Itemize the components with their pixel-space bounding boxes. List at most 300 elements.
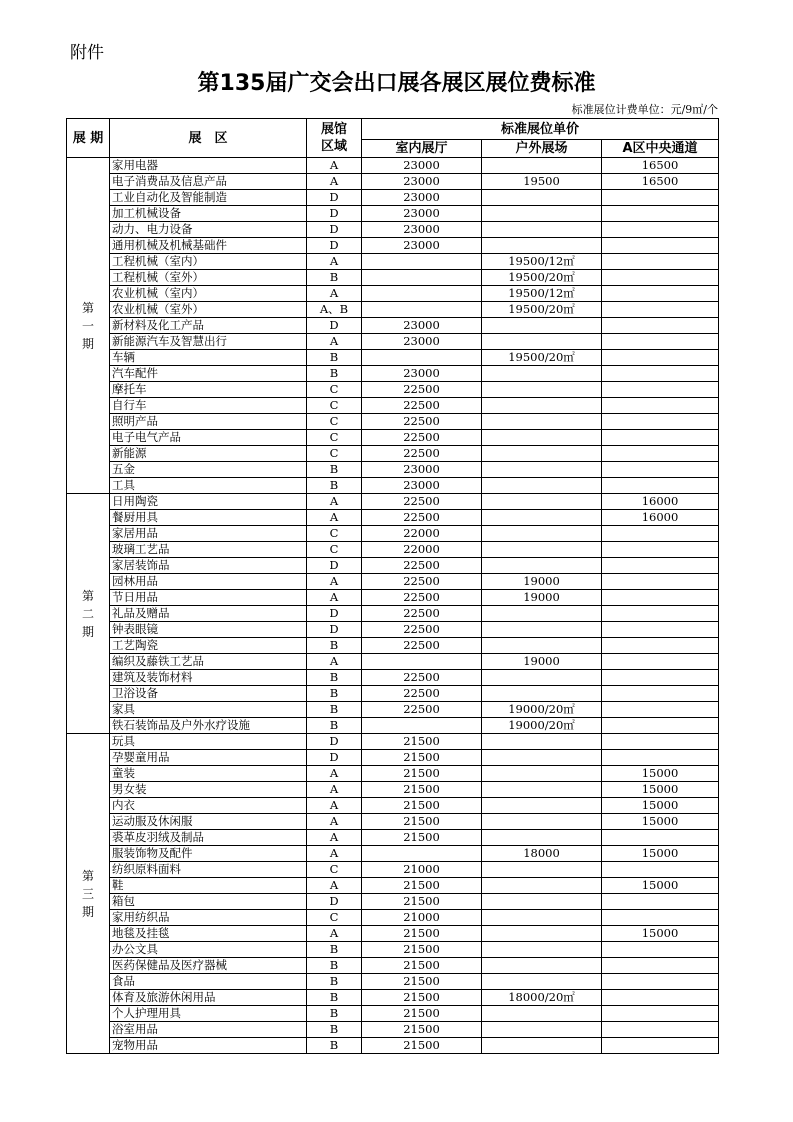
table-row [67, 686, 719, 702]
zone-cell: A [307, 158, 362, 174]
central-aisle-price-cell [602, 270, 719, 286]
zone-cell: A [307, 510, 362, 526]
outdoor-price-cell: 19500/20㎡ [482, 270, 602, 286]
outdoor-price-cell [482, 814, 602, 830]
outdoor-price-cell [482, 926, 602, 942]
table-row [67, 878, 719, 894]
table-row [67, 302, 719, 318]
zone-cell: C [307, 382, 362, 398]
exhibit-cell: 五金 [110, 462, 307, 478]
zone-cell: C [307, 398, 362, 414]
table-row [67, 654, 719, 670]
central-aisle-price-cell [602, 750, 719, 766]
outdoor-price-cell: 19000 [482, 590, 602, 606]
exhibit-cell: 家居装饰品 [110, 558, 307, 574]
exhibit-cell: 童装 [110, 766, 307, 782]
indoor-price-cell: 21500 [362, 782, 482, 798]
exhibit-cell: 内衣 [110, 798, 307, 814]
table-row [67, 318, 719, 334]
zone-cell: A [307, 782, 362, 798]
exhibit-cell: 工程机械（室外） [110, 270, 307, 286]
indoor-price-cell: 22500 [362, 590, 482, 606]
central-aisle-price-cell [602, 670, 719, 686]
outdoor-price-cell [482, 862, 602, 878]
table-row [67, 510, 719, 526]
indoor-price-cell [362, 654, 482, 670]
zone-cell: D [307, 206, 362, 222]
central-aisle-price-cell [602, 574, 719, 590]
zone-cell: A [307, 286, 362, 302]
zone-cell: B [307, 270, 362, 286]
indoor-price-cell: 23000 [362, 366, 482, 382]
central-aisle-price-cell [602, 622, 719, 638]
table-row [67, 542, 719, 558]
zone-cell: C [307, 542, 362, 558]
zone-cell: A [307, 878, 362, 894]
table-row [67, 254, 719, 270]
table-row [67, 750, 719, 766]
zone-cell: B [307, 350, 362, 366]
table-row [67, 862, 719, 878]
outdoor-price-cell [482, 430, 602, 446]
outdoor-price-cell [482, 526, 602, 542]
fee-table [66, 118, 719, 1054]
table-row [67, 606, 719, 622]
period-label: 第 一 期 [67, 158, 110, 494]
indoor-price-cell: 23000 [362, 158, 482, 174]
table-row [67, 414, 719, 430]
exhibit-cell: 新材料及化工产品 [110, 318, 307, 334]
indoor-price-cell [362, 846, 482, 862]
outdoor-price-cell [482, 1006, 602, 1022]
indoor-price-cell: 22500 [362, 622, 482, 638]
exhibit-cell: 自行车 [110, 398, 307, 414]
zone-cell: B [307, 686, 362, 702]
exhibit-cell: 电子电气产品 [110, 430, 307, 446]
outdoor-price-cell: 19000/20㎡ [482, 718, 602, 734]
central-aisle-price-cell [602, 942, 719, 958]
table-row [67, 718, 719, 734]
exhibit-cell: 纺织原料面料 [110, 862, 307, 878]
central-aisle-price-cell [602, 286, 719, 302]
exhibit-cell: 地毯及挂毯 [110, 926, 307, 942]
table-row [67, 766, 719, 782]
central-aisle-price-cell [602, 478, 719, 494]
indoor-price-cell: 23000 [362, 462, 482, 478]
outdoor-price-cell [482, 974, 602, 990]
exhibit-cell: 食品 [110, 974, 307, 990]
outdoor-price-cell: 19500/20㎡ [482, 350, 602, 366]
header-period: 展 期 [67, 119, 110, 158]
table-row [67, 158, 719, 174]
indoor-price-cell: 21500 [362, 926, 482, 942]
outdoor-price-cell [482, 670, 602, 686]
table-row [67, 894, 719, 910]
exhibit-cell: 服装饰物及配件 [110, 846, 307, 862]
outdoor-price-cell [482, 446, 602, 462]
zone-cell: D [307, 558, 362, 574]
period-label: 第 二 期 [67, 494, 110, 734]
indoor-price-cell: 22500 [362, 430, 482, 446]
exhibit-cell: 体育及旅游休闲用品 [110, 990, 307, 1006]
central-aisle-price-cell [602, 686, 719, 702]
outdoor-price-cell [482, 206, 602, 222]
central-aisle-price-cell: 16000 [602, 510, 719, 526]
exhibit-cell: 裘革皮羽绒及制品 [110, 830, 307, 846]
exhibit-cell: 建筑及装饰材料 [110, 670, 307, 686]
table-row [67, 286, 719, 302]
exhibit-cell: 加工机械设备 [110, 206, 307, 222]
indoor-price-cell: 22500 [362, 558, 482, 574]
indoor-price-cell [362, 286, 482, 302]
central-aisle-price-cell [602, 238, 719, 254]
table-row [67, 734, 719, 750]
exhibit-cell: 新能源 [110, 446, 307, 462]
zone-cell: D [307, 750, 362, 766]
exhibit-cell: 家居用品 [110, 526, 307, 542]
indoor-price-cell: 22500 [362, 494, 482, 510]
central-aisle-price-cell [602, 430, 719, 446]
indoor-price-cell [362, 302, 482, 318]
central-aisle-price-cell: 15000 [602, 766, 719, 782]
outdoor-price-cell [482, 382, 602, 398]
exhibit-cell: 铁石装饰品及户外水疗设施 [110, 718, 307, 734]
outdoor-price-cell [482, 942, 602, 958]
zone-cell: C [307, 414, 362, 430]
zone-cell: D [307, 622, 362, 638]
exhibit-cell: 家用电器 [110, 158, 307, 174]
indoor-price-cell: 22500 [362, 510, 482, 526]
outdoor-price-cell [482, 766, 602, 782]
central-aisle-price-cell [602, 1022, 719, 1038]
indoor-price-cell: 22500 [362, 414, 482, 430]
central-aisle-price-cell [602, 1006, 719, 1022]
table-row [67, 1022, 719, 1038]
central-aisle-price-cell: 15000 [602, 798, 719, 814]
zone-cell: A [307, 766, 362, 782]
outdoor-price-cell [482, 158, 602, 174]
indoor-price-cell: 21500 [362, 798, 482, 814]
exhibit-cell: 餐厨用具 [110, 510, 307, 526]
zone-cell: A [307, 494, 362, 510]
zone-cell: B [307, 974, 362, 990]
exhibit-cell: 通用机械及机械基础件 [110, 238, 307, 254]
table-body [67, 158, 719, 1054]
table-row [67, 350, 719, 366]
indoor-price-cell: 22500 [362, 702, 482, 718]
exhibit-cell: 电子消费品及信息产品 [110, 174, 307, 190]
table-row [67, 798, 719, 814]
zone-cell: D [307, 318, 362, 334]
central-aisle-price-cell [602, 606, 719, 622]
zone-cell: B [307, 670, 362, 686]
indoor-price-cell: 21000 [362, 910, 482, 926]
central-aisle-price-cell [602, 462, 719, 478]
table-row [67, 478, 719, 494]
table-row [67, 622, 719, 638]
table-row [67, 990, 719, 1006]
exhibit-cell: 工业自动化及智能制造 [110, 190, 307, 206]
table-row [67, 366, 719, 382]
zone-cell: B [307, 366, 362, 382]
central-aisle-price-cell [602, 446, 719, 462]
period-label: 第 三 期 [67, 734, 110, 1054]
central-aisle-price-cell [602, 350, 719, 366]
outdoor-price-cell [482, 910, 602, 926]
outdoor-price-cell [482, 750, 602, 766]
table-row [67, 526, 719, 542]
table-row [67, 334, 719, 350]
zone-cell: D [307, 734, 362, 750]
zone-cell: B [307, 990, 362, 1006]
indoor-price-cell: 23000 [362, 478, 482, 494]
outdoor-price-cell [482, 782, 602, 798]
outdoor-price-cell [482, 894, 602, 910]
outdoor-price-cell: 19000 [482, 574, 602, 590]
indoor-price-cell: 22500 [362, 382, 482, 398]
outdoor-price-cell: 19500 [482, 174, 602, 190]
indoor-price-cell: 21500 [362, 830, 482, 846]
central-aisle-price-cell [602, 910, 719, 926]
exhibit-cell: 农业机械（室外） [110, 302, 307, 318]
indoor-price-cell: 21500 [362, 894, 482, 910]
zone-cell: C [307, 446, 362, 462]
zone-cell: B [307, 1022, 362, 1038]
central-aisle-price-cell [602, 206, 719, 222]
outdoor-price-cell: 19000 [482, 654, 602, 670]
indoor-price-cell: 23000 [362, 174, 482, 190]
zone-cell: A [307, 830, 362, 846]
indoor-price-cell: 21500 [362, 766, 482, 782]
exhibit-cell: 孕婴童用品 [110, 750, 307, 766]
table-row [67, 462, 719, 478]
exhibit-cell: 节日用品 [110, 590, 307, 606]
zone-cell: A [307, 654, 362, 670]
table-row [67, 174, 719, 190]
indoor-price-cell: 21500 [362, 734, 482, 750]
table-row [67, 702, 719, 718]
indoor-price-cell: 21500 [362, 878, 482, 894]
central-aisle-price-cell [602, 974, 719, 990]
indoor-price-cell [362, 270, 482, 286]
central-aisle-price-cell [602, 734, 719, 750]
central-aisle-price-cell [602, 302, 719, 318]
exhibit-cell: 工艺陶瓷 [110, 638, 307, 654]
zone-cell: C [307, 910, 362, 926]
outdoor-price-cell [482, 414, 602, 430]
zone-cell: A [307, 334, 362, 350]
exhibit-cell: 工程机械（室内） [110, 254, 307, 270]
exhibit-cell: 动力、电力设备 [110, 222, 307, 238]
table-row [67, 958, 719, 974]
zone-cell: D [307, 190, 362, 206]
outdoor-price-cell [482, 606, 602, 622]
header-hall-zone: 展馆 区域 [307, 119, 362, 158]
outdoor-price-cell [482, 462, 602, 478]
central-aisle-price-cell [602, 542, 719, 558]
indoor-price-cell: 22500 [362, 606, 482, 622]
central-aisle-price-cell [602, 958, 719, 974]
indoor-price-cell: 22500 [362, 398, 482, 414]
unit-note: 标准展位计费单位：元/9㎡/个 [571, 103, 718, 116]
exhibit-cell: 工具 [110, 478, 307, 494]
outdoor-price-cell [482, 638, 602, 654]
outdoor-price-cell [482, 1022, 602, 1038]
indoor-price-cell: 22500 [362, 670, 482, 686]
zone-cell: D [307, 238, 362, 254]
central-aisle-price-cell [602, 894, 719, 910]
central-aisle-price-cell [602, 990, 719, 1006]
zone-cell: A [307, 574, 362, 590]
outdoor-price-cell [482, 222, 602, 238]
outdoor-price-cell: 19500/20㎡ [482, 302, 602, 318]
exhibit-cell: 摩托车 [110, 382, 307, 398]
table-row [67, 974, 719, 990]
table-row [67, 270, 719, 286]
indoor-price-cell: 21500 [362, 974, 482, 990]
zone-cell: B [307, 958, 362, 974]
zone-cell: B [307, 702, 362, 718]
central-aisle-price-cell: 16500 [602, 158, 719, 174]
indoor-price-cell: 22500 [362, 446, 482, 462]
zone-cell: A [307, 814, 362, 830]
outdoor-price-cell [482, 622, 602, 638]
indoor-price-cell: 21500 [362, 814, 482, 830]
exhibit-cell: 箱包 [110, 894, 307, 910]
central-aisle-price-cell: 15000 [602, 846, 719, 862]
indoor-price-cell: 23000 [362, 190, 482, 206]
header-outdoor: 户外展场 [482, 140, 602, 158]
indoor-price-cell: 21500 [362, 990, 482, 1006]
central-aisle-price-cell [602, 398, 719, 414]
exhibit-cell: 办公文具 [110, 942, 307, 958]
central-aisle-price-cell [602, 830, 719, 846]
zone-cell: A [307, 926, 362, 942]
outdoor-price-cell [482, 558, 602, 574]
indoor-price-cell: 23000 [362, 318, 482, 334]
zone-cell: B [307, 718, 362, 734]
central-aisle-price-cell [602, 190, 719, 206]
table-row [67, 830, 719, 846]
table-row [67, 398, 719, 414]
central-aisle-price-cell [602, 862, 719, 878]
indoor-price-cell: 23000 [362, 334, 482, 350]
exhibit-cell: 汽车配件 [110, 366, 307, 382]
indoor-price-cell: 21500 [362, 1038, 482, 1054]
zone-cell: B [307, 1006, 362, 1022]
indoor-price-cell: 22000 [362, 526, 482, 542]
exhibit-cell: 园林用品 [110, 574, 307, 590]
exhibit-cell: 日用陶瓷 [110, 494, 307, 510]
outdoor-price-cell [482, 494, 602, 510]
table-row [67, 190, 719, 206]
outdoor-price-cell [482, 238, 602, 254]
outdoor-price-cell [482, 334, 602, 350]
exhibit-cell: 钟表眼镜 [110, 622, 307, 638]
outdoor-price-cell [482, 734, 602, 750]
zone-cell: B [307, 1038, 362, 1054]
central-aisle-price-cell [602, 590, 719, 606]
outdoor-price-cell: 19000/20㎡ [482, 702, 602, 718]
exhibit-cell: 个人护理用具 [110, 1006, 307, 1022]
outdoor-price-cell [482, 318, 602, 334]
zone-cell: A [307, 590, 362, 606]
central-aisle-price-cell [602, 414, 719, 430]
table-row [67, 206, 719, 222]
exhibit-cell: 浴室用品 [110, 1022, 307, 1038]
zone-cell: D [307, 222, 362, 238]
central-aisle-price-cell: 16000 [602, 494, 719, 510]
indoor-price-cell: 21500 [362, 1006, 482, 1022]
central-aisle-price-cell: 15000 [602, 814, 719, 830]
outdoor-price-cell [482, 798, 602, 814]
central-aisle-price-cell [602, 222, 719, 238]
exhibit-cell: 新能源汽车及智慧出行 [110, 334, 307, 350]
outdoor-price-cell [482, 398, 602, 414]
central-aisle-price-cell: 16500 [602, 174, 719, 190]
table-row [67, 926, 719, 942]
exhibit-cell: 宠物用品 [110, 1038, 307, 1054]
exhibit-cell: 医药保健品及医疗器械 [110, 958, 307, 974]
zone-cell: D [307, 606, 362, 622]
indoor-price-cell [362, 718, 482, 734]
zone-cell: C [307, 526, 362, 542]
indoor-price-cell: 21500 [362, 750, 482, 766]
table-row [67, 638, 719, 654]
central-aisle-price-cell: 15000 [602, 926, 719, 942]
table-row [67, 222, 719, 238]
table-row [67, 494, 719, 510]
exhibit-cell: 鞋 [110, 878, 307, 894]
header-indoor: 室内展厅 [362, 140, 482, 158]
indoor-price-cell: 23000 [362, 206, 482, 222]
table-row [67, 238, 719, 254]
central-aisle-price-cell [602, 254, 719, 270]
exhibit-cell: 卫浴设备 [110, 686, 307, 702]
outdoor-price-cell: 19500/12㎡ [482, 254, 602, 270]
indoor-price-cell: 21500 [362, 1022, 482, 1038]
table-row [67, 430, 719, 446]
table-row [67, 1006, 719, 1022]
table-row [67, 814, 719, 830]
indoor-price-cell: 23000 [362, 222, 482, 238]
central-aisle-price-cell: 15000 [602, 878, 719, 894]
outdoor-price-cell [482, 190, 602, 206]
table-row [67, 846, 719, 862]
zone-cell: B [307, 462, 362, 478]
table-row [67, 670, 719, 686]
table-row [67, 590, 719, 606]
outdoor-price-cell: 18000 [482, 846, 602, 862]
zone-cell: B [307, 942, 362, 958]
outdoor-price-cell: 19500/12㎡ [482, 286, 602, 302]
indoor-price-cell: 21500 [362, 942, 482, 958]
central-aisle-price-cell [602, 526, 719, 542]
header-a-zone-central: A区中央通道 [602, 140, 719, 158]
indoor-price-cell [362, 254, 482, 270]
outdoor-price-cell [482, 1038, 602, 1054]
zone-cell: C [307, 862, 362, 878]
zone-cell: A [307, 174, 362, 190]
zone-cell: A [307, 846, 362, 862]
outdoor-price-cell [482, 686, 602, 702]
indoor-price-cell: 21000 [362, 862, 482, 878]
central-aisle-price-cell [602, 382, 719, 398]
zone-cell: A [307, 798, 362, 814]
outdoor-price-cell [482, 830, 602, 846]
table-row [67, 782, 719, 798]
indoor-price-cell: 22500 [362, 638, 482, 654]
